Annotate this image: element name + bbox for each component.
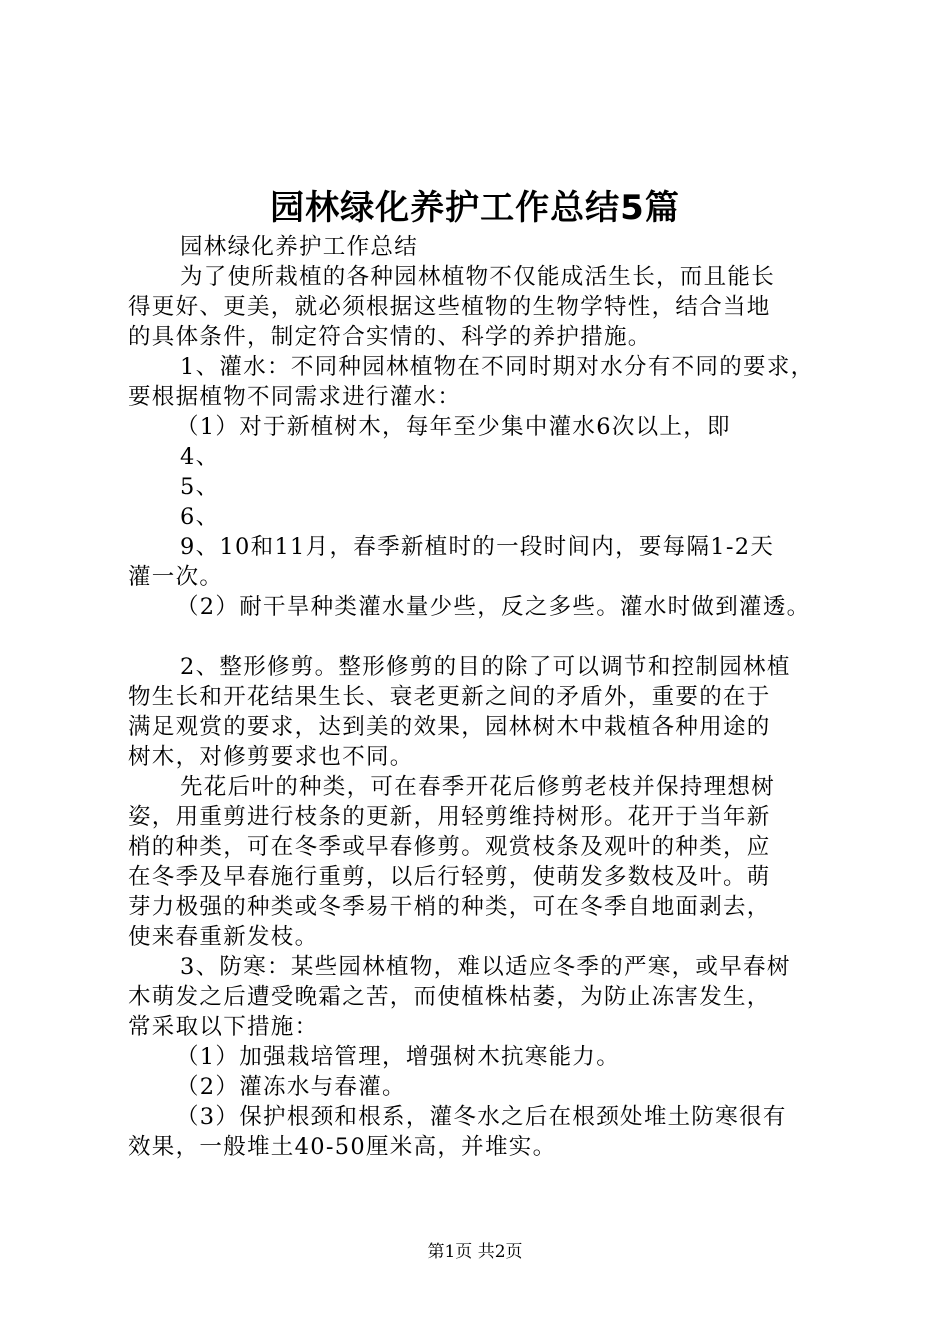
paragraph-line: 常采取以下措施： — [128, 1014, 319, 1040]
paragraph-gap — [128, 622, 843, 652]
page-footer: 第1页 共2页 — [427, 1242, 523, 1262]
paragraph-line: 灌一次。 — [128, 564, 224, 590]
document-title: 园林绿化养护工作总结5篇 — [270, 188, 680, 228]
paragraph-line: 在冬季及早春施行重剪，以后行轻剪，使萌发多数枝及叶。萌 — [128, 864, 771, 890]
paragraph-line: 5、 — [180, 474, 220, 500]
paragraph-line: 梢的种类，可在冬季或早春修剪。观赏枝条及观叶的种类，应 — [128, 834, 771, 860]
paragraph-line: 满足观赏的要求，达到美的效果，园林树木中栽植各种用途的 — [128, 714, 771, 740]
paragraph-line: 物生长和开花结果生长、衰老更新之间的矛盾外，重要的在于 — [128, 684, 771, 710]
paragraph-line: 要根据植物不同需求进行灌水： — [128, 384, 462, 410]
paragraph-line: 使来春重新发枝。 — [128, 924, 319, 950]
paragraph-line: （1）对于新植树木，每年至少集中灌水6次以上，即 — [176, 414, 731, 440]
paragraph-line: 先花后叶的种类，可在春季开花后修剪老枝并保持理想树 — [180, 774, 776, 800]
paragraph-line: （2）灌冻水与春灌。 — [176, 1074, 406, 1100]
paragraph-line: 1、灌水：不同种园林植物在不同时期对水分有不同的要求， — [180, 354, 815, 380]
paragraph-line: （3）保护根颈和根系，灌冬水之后在根颈处堆土防寒很有 — [176, 1104, 787, 1130]
paragraph-line: （1）加强栽培管理，增强树木抗寒能力。 — [176, 1044, 621, 1070]
paragraph-line: 6、 — [180, 504, 220, 530]
paragraph-line: 2、整形修剪。整形修剪的目的除了可以调节和控制园林植 — [180, 654, 791, 680]
paragraph-line: 3、防寒：某些园林植物，难以适应冬季的严寒，或早春树 — [180, 954, 791, 980]
paragraph-line: 为了使所栽植的各种园林植物不仅能成活生长，而且能长 — [180, 264, 776, 290]
document-body — [128, 232, 843, 1162]
paragraph-line: 9、10和11月，春季新植时的一段时间内，要每隔1-2天 — [180, 534, 775, 560]
subtitle-line: 园林绿化养护工作总结 — [180, 234, 419, 260]
paragraph-line: 的具体条件，制定符合实情的、科学的养护措施。 — [128, 324, 652, 350]
paragraph-line: （2）耐干旱种类灌水量少些，反之多些。灌水时做到灌透。 — [176, 594, 811, 620]
paragraph-line: 得更好、更美，就必须根据这些植物的生物学特性，结合当地 — [128, 294, 771, 320]
paragraph-line: 姿，用重剪进行枝条的更新，用轻剪维持树形。花开于当年新 — [128, 804, 771, 830]
paragraph-line: 效果，一般堆土40-50厘米高，并堆实。 — [128, 1134, 557, 1160]
paragraph-line: 树木，对修剪要求也不同。 — [128, 744, 414, 770]
paragraph-line: 芽力极强的种类或冬季易干梢的种类，可在冬季自地面剥去， — [128, 894, 771, 920]
paragraph-line: 4、 — [180, 444, 220, 470]
paragraph-line: 木萌发之后遭受晚霜之苦，而使植株枯萎，为防止冻害发生， — [128, 984, 771, 1010]
